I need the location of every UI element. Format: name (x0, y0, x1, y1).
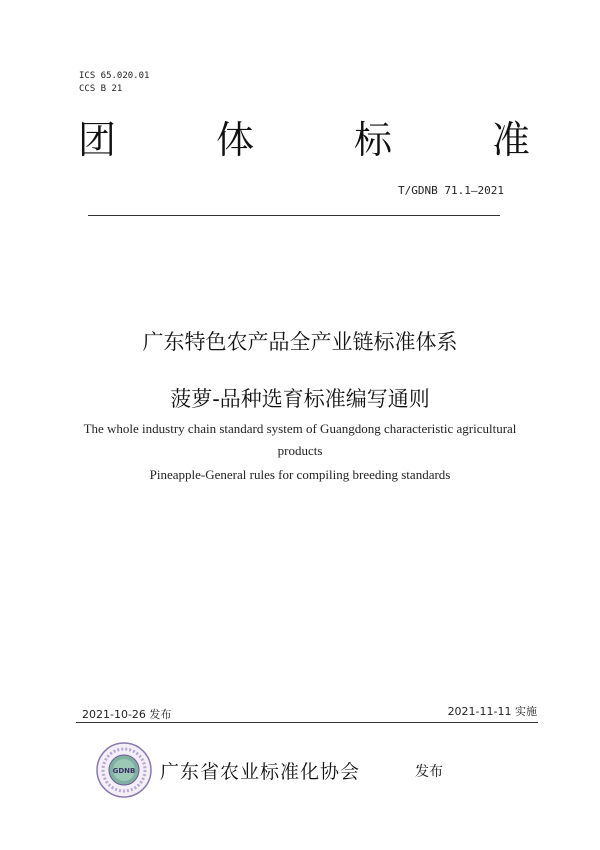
top-divider (88, 215, 500, 216)
standard-number: T/GDNB 71.1—2021 (398, 184, 504, 197)
bottom-divider (76, 722, 538, 723)
association-logo (95, 741, 153, 799)
issue-date: 2021-10-26 发布 (82, 708, 172, 721)
logo-text: GDNB (112, 767, 136, 775)
title-en-line-3: Pineapple-General rules for compiling breeding standards (149, 467, 451, 482)
title-cn-line-2: 菠萝-品种选育标准编写通则 (170, 387, 430, 411)
standard-type-char: 准 (491, 118, 530, 162)
title-en-line-1: The whole industry chain standard system of Guangdong characteristic agricultural (83, 421, 517, 436)
publisher-name: 广东省农业标准化协会 (160, 761, 361, 783)
title-cn-line-1: 广东特色农产品全产业链标准体系 (142, 330, 458, 354)
standard-type-char: 团 (78, 118, 117, 162)
ccs-code: CCS B 21 (79, 84, 123, 94)
standard-type-char: 标 (353, 118, 392, 162)
ics-code: ICS 65.020.01 (79, 71, 150, 81)
standard-type-heading (78, 117, 530, 163)
standard-type-char: 体 (215, 118, 254, 162)
publish-label: 发布 (415, 764, 443, 780)
title-en-line-2: products (277, 443, 323, 458)
classification-codes (79, 70, 149, 96)
implement-date: 2021-11-11 实施 (447, 705, 537, 718)
